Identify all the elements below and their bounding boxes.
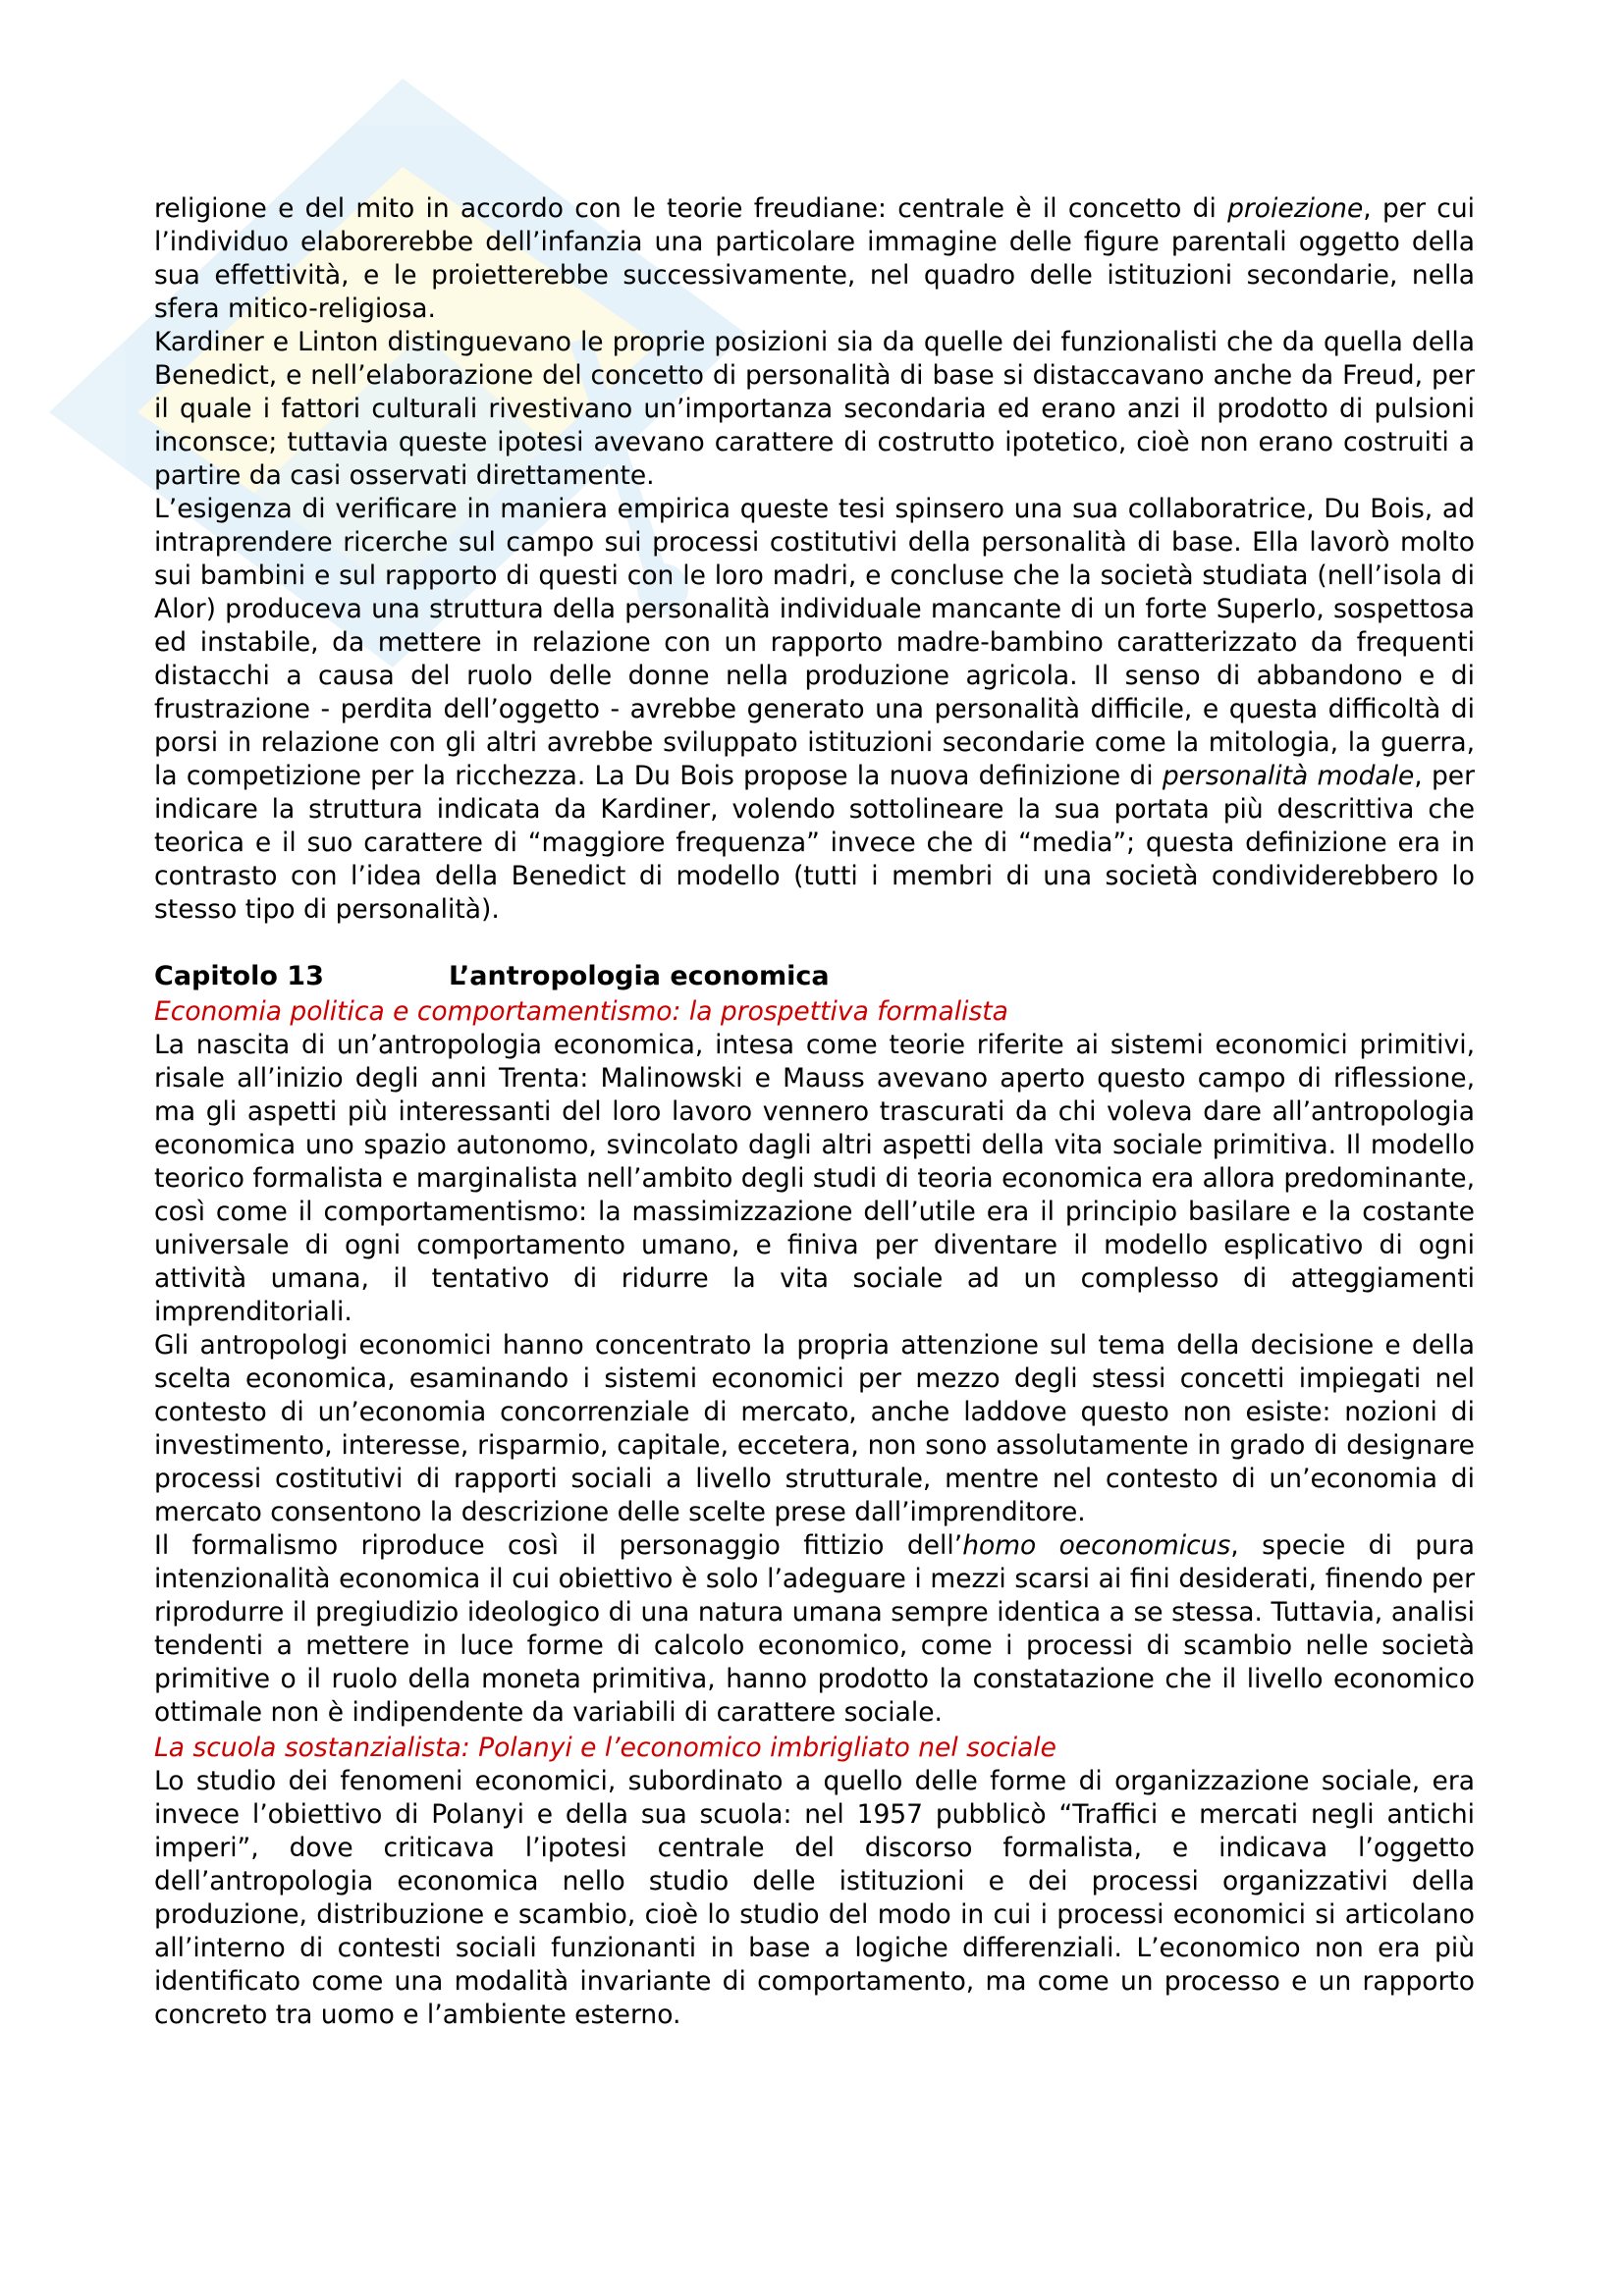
paragraph-proiezione: religione e del mito in accordo con le teorie freudiane: centrale è il concetto di proiezione, per cui l’individuo elaborerebbe dell’infanzia una particolare immagine delle figure parentali oggetto della sua effettività, e le proietterebbe successivamente, nel quadro delle istituzioni secondarie, nella sfera mitico-religiosa. xyxy=(154,193,1475,324)
chapter-title: L’antropologia economica xyxy=(449,961,830,991)
paragraph-antropologi-economici: Gli antropologi economici hanno concentrato la propria attenzione sul tema della decisione e della scelta economica, esaminando i sistemi economici per mezzo degli stessi concetti impiegati nel contesto di un’economia concorrenziale di mercato, anche laddove questo non esiste: nozioni di investimento, interesse, risparmio, capitale, eccetera, non sono assolutamente in grado di designare processi costitutivi di rapporti sociali a livello strutturale, mentre nel contesto di un’economia di mercato consentono la descrizione delle scelte prese dall’imprenditore. xyxy=(154,1330,1475,1527)
document-page xyxy=(154,192,1475,2032)
chapter-number: Capitolo 13 xyxy=(154,961,324,991)
paragraph-kardiner-linton: Kardiner e Linton distinguevano le proprie posizioni sia da quelle dei funzionalisti che da quella della Benedict, e nell’elaborazione del concetto di personalità di base si distaccavano anche da Freud, per il quale i fattori culturali rivestivano un’importanza secondaria ed erano anzi il prodotto di pulsioni inconsce; tuttavia queste ipotesi avevano carattere di costrutto ipotetico, cioè non erano costruiti a partire da casi osservati direttamente. xyxy=(154,327,1475,491)
paragraph-homo-oeconomicus: Il formalismo riproduce così il personaggio fittizio dell’homo oeconomicus, specie di pura intenzionalità economica il cui obiettivo è solo l’adeguare i mezzi scarsi ai fini desiderati, finendo per riprodurre il pregiudizio ideologico di una natura umana sempre identica a se stessa. Tuttavia, analisi tendenti a mettere in luce forme di calcolo economico, come i processi di scambio nelle società primitive o il ruolo della moneta primitiva, hanno prodotto la constatazione che il livello economico ottimale non è indipendente da variabili di carattere sociale. xyxy=(154,1530,1475,1728)
section-heading-sostanzialista: La scuola sostanzialista: Polanyi e l’economico imbrigliato nel sociale xyxy=(154,1733,1056,1763)
paragraph-nascita-antropologia: La nascita di un’antropologia economica, intesa come teorie riferite ai sistemi economici primitivi, risale all’inizio degli anni Trenta: Malinowski e Mauss avevano aperto questo campo di riflessione, ma gli aspetti più interessanti del loro lavoro vennero trascurati da chi voleva dare all’antropologia economica uno spazio autonomo, svincolato dagli altri aspetti della vita sociale primitiva. Il modello teorico formalista e marginalista nell’ambito degli studi di teoria economica era allora predominante, così come il comportamentismo: la massimizzazione dell’utile era il principio basilare e la costante universale di ogni comportamento umano, e finiva per diventare il modello esplicativo di ogni attività umana, il tentativo di ridurre la vita sociale ad un complesso di atteggiamenti imprenditoriali. xyxy=(154,1030,1475,1327)
paragraph-polanyi: Lo studio dei fenomeni economici, subordinato a quello delle forme di organizzazione sociale, era invece l’obiettivo di Polanyi e della sua scuola: nel 1957 pubblicò “Traffici e mercati negli antichi imperi”, dove criticava l’ipotesi centrale del discorso formalista, e indicava l’oggetto dell’antropologia economica nello studio delle istituzioni e dei processi organizzativi della produzione, distribuzione e scambio, cioè lo studio del modo in cui i processi economici si articolano all’interno di contesti sociali funzionanti in base a logiche differenziali. L’economico non era più identificato come una modalità invariante di comportamento, ma come un processo e un rapporto concreto tra uomo e l’ambiente esterno. xyxy=(154,1766,1475,2030)
chapter-heading xyxy=(154,960,1475,993)
paragraph-du-bois: L’esigenza di verificare in maniera empirica queste tesi spinsero una sua collaboratrice, Du Bois, ad intraprendere ricerche sul campo sui processi costitutivi della personalità di base. Ella lavorò molto sui bambini e sul rapporto di questi con le loro madri, e concluse che la società studiata (nell’isola di Alor) produceva una struttura della personalità individuale mancante di un forte SuperIo, sospettosa ed instabile, da mettere in relazione con un rapporto madre-bambino caratterizzato da frequenti distacchi a causa del ruolo delle donne nella produzione agricola. Il senso di abbandono e di frustrazione - perdita dell’oggetto - avrebbe generato una personalità difficile, e questa difficoltà di porsi in relazione con gli altri avrebbe sviluppato istituzioni secondarie come la mitologia, la guerra, la competizione per la ricchezza. La Du Bois propose la nuova definizione di personalità modale, per indicare la struttura indicata da Kardiner, volendo sottolineare la sua portata più descrittiva che teorica e il suo carattere di “maggiore frequenza” invece che di “media”; questa definizione era in contrasto con l’idea della Benedict di modello (tutti i membri di una società condividerebbero lo stesso tipo di personalità). xyxy=(154,494,1475,925)
section-heading-formalista: Economia politica e comportamentismo: la prospettiva formalista xyxy=(154,996,1008,1027)
